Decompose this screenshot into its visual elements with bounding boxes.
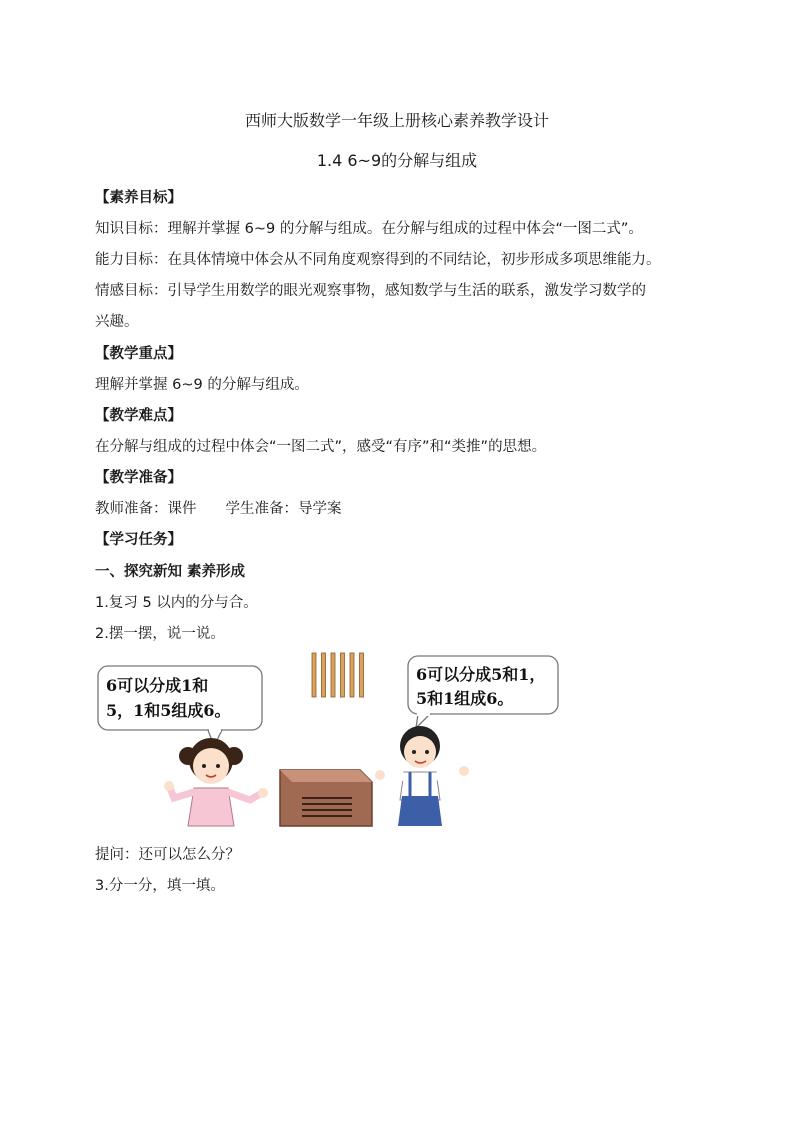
counting-stick	[331, 653, 335, 697]
key-heading: 【教学重点】	[95, 346, 182, 362]
boy-figure	[375, 726, 469, 826]
step-1: 1.复习 5 以内的分与合。	[95, 595, 258, 611]
key-text: 理解并掌握 6~9 的分解与组成。	[95, 377, 309, 393]
counting-stick	[350, 653, 354, 697]
difficulty-heading: 【教学难点】	[95, 408, 182, 424]
prep-text: 教师准备：课件 学生准备：导学案	[95, 501, 342, 517]
goal-emotion-line2: 兴趣。	[95, 314, 139, 330]
goal-knowledge: 知识目标：理解并掌握 6~9 的分解与组成。在分解与组成的过程中体会“一图二式”。	[95, 221, 643, 237]
prep-heading: 【教学准备】	[95, 470, 182, 486]
boy-speech-bubble	[408, 656, 558, 728]
boy-bubble-line2: 5和1组成6。	[416, 689, 514, 708]
document-title: 西师大版数学一年级上册核心素养教学设计	[244, 111, 549, 130]
girl-bubble-line1: 6可以分成1和	[106, 676, 209, 695]
part-one-heading: 一、探究新知 素养形成	[95, 564, 246, 580]
document-subtitle: 1.4 6~9的分解与组成	[316, 151, 478, 170]
step-2: 2.摆一摆，说一说。	[95, 626, 225, 642]
boy-bubble-line1: 6可以分成5和1，	[416, 665, 546, 684]
task-heading: 【学习任务】	[95, 532, 182, 548]
goal-ability: 能力目标：在具体情境中体会从不同角度观察得到的不同结论，初步形成多项思维能力。	[95, 252, 661, 268]
question-text: 提问：还可以怎么分？	[95, 847, 240, 863]
girl-speech-bubble	[98, 666, 262, 746]
counting-stick	[360, 653, 364, 697]
counting-stick	[341, 653, 345, 697]
counting-stick	[312, 653, 316, 697]
desk	[280, 770, 372, 826]
difficulty-text: 在分解与组成的过程中体会“一图二式”，感受“有序”和“类推”的思想。	[95, 439, 547, 455]
girl-bubble-line2: 5，1和5组成6。	[106, 701, 231, 720]
counting-sticks	[312, 653, 364, 697]
girl-figure	[164, 738, 268, 826]
goal-emotion-line1: 情感目标：引导学生用数学的眼光观察事物，感知数学与生活的联系，激发学习数学的	[95, 283, 646, 299]
counting-stick	[322, 653, 326, 697]
illustration	[90, 648, 570, 828]
step-3: 3.分一分，填一填。	[95, 878, 225, 894]
goals-heading: 【素养目标】	[95, 190, 182, 206]
